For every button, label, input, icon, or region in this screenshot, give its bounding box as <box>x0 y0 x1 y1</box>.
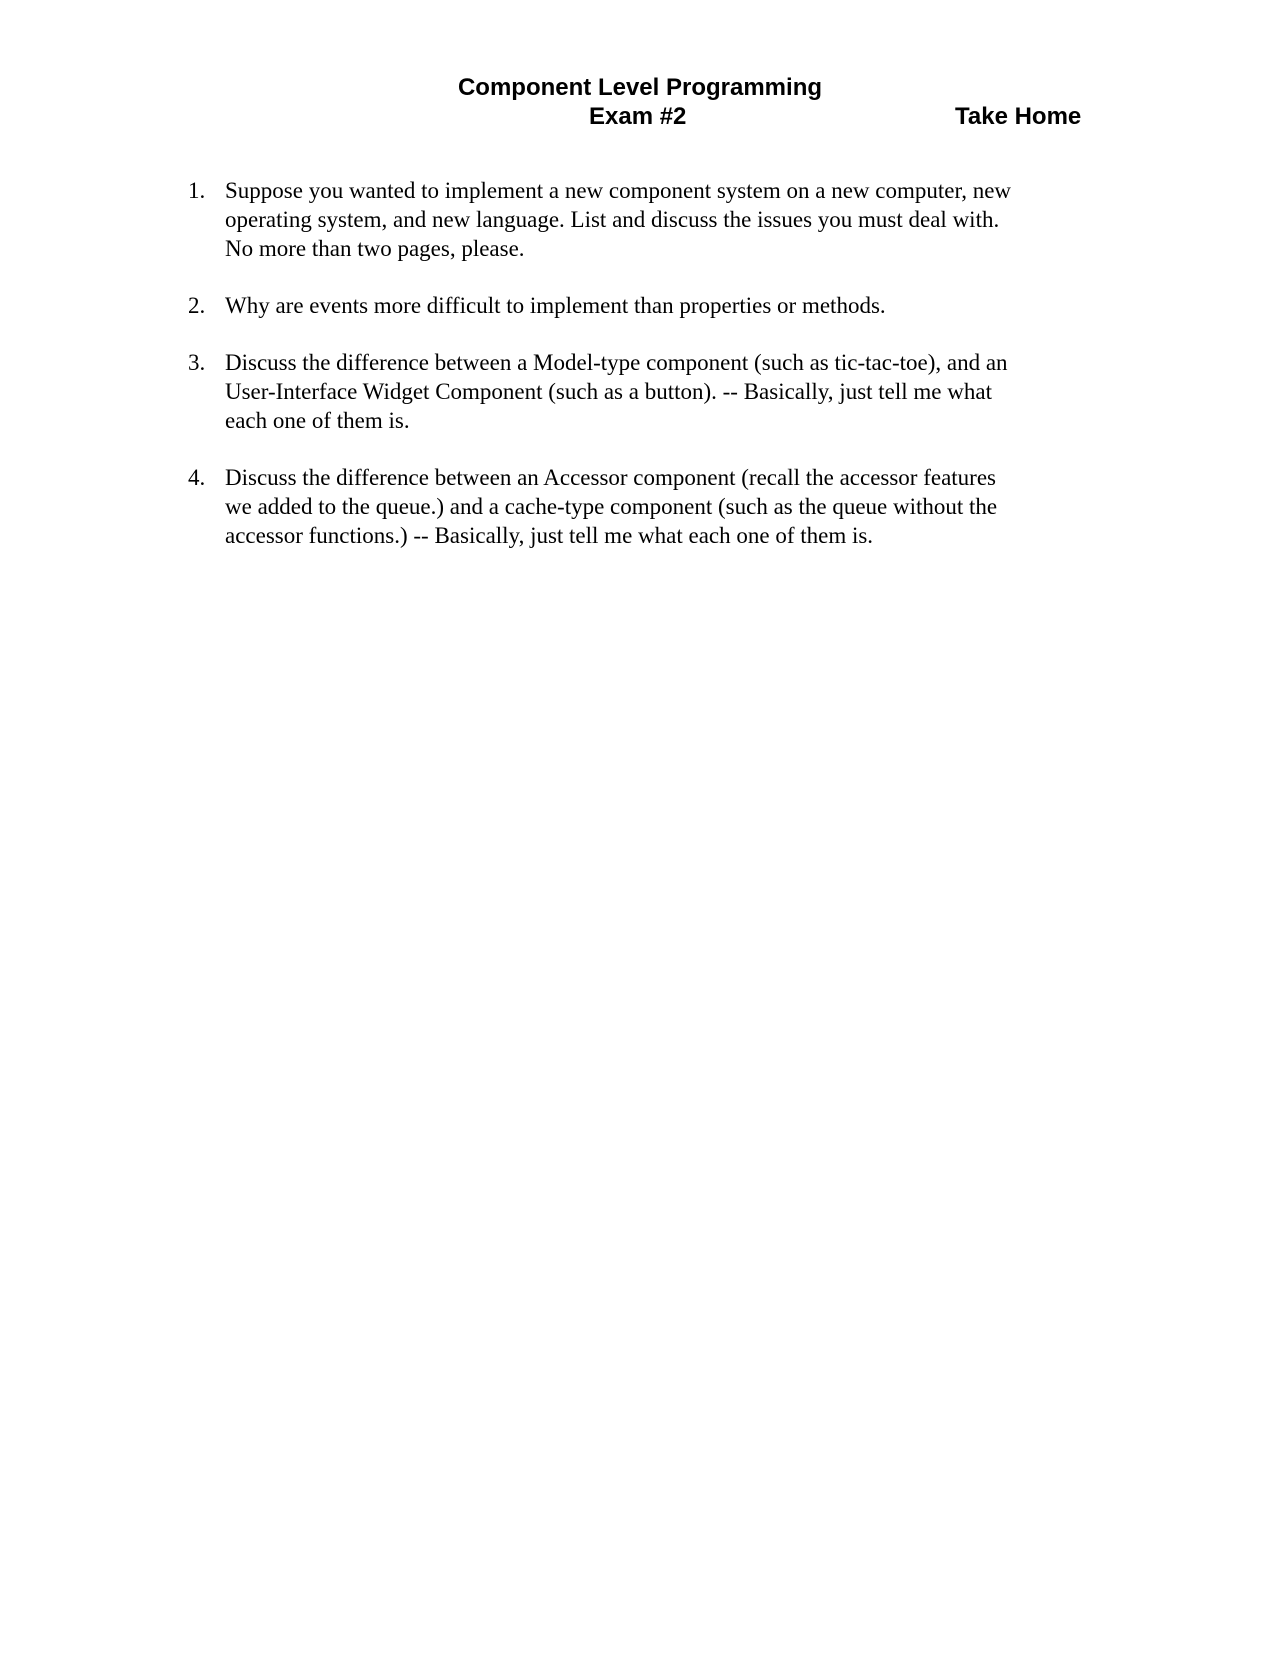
question-line: Suppose you wanted to implement a new component system on a new computer, new <box>225 178 1012 203</box>
take-home-label: Take Home <box>955 103 1082 130</box>
question-line: Why are events more difficult to implement than properties or methods. <box>225 293 886 318</box>
question-line: Discuss the difference between an Accessor component (recall the accessor features <box>225 465 997 490</box>
question-line: Discuss the difference between a Model-type component (such as tic-tac-toe), and an <box>225 350 1008 375</box>
question-item-1 <box>188 176 1088 263</box>
question-number: 3. <box>188 350 206 375</box>
document-title: Component Level Programming <box>457 74 823 101</box>
question-line: User-Interface Widget Component (such as a button). -- Basically, just tell me what <box>225 379 992 404</box>
exam-subtitle: Exam #2 <box>589 103 687 130</box>
question-number: 1. <box>188 178 206 203</box>
question-text <box>225 176 1088 263</box>
question-number: 2. <box>188 293 206 318</box>
question-number: 4. <box>188 465 206 490</box>
question-line: No more than two pages, please. <box>225 236 525 261</box>
question-item-3 <box>188 348 1088 435</box>
question-item-2 <box>188 291 1088 320</box>
question-text <box>225 348 1088 435</box>
question-item-4 <box>188 463 1088 550</box>
question-line: accessor functions.) -- Basically, just tell me what each one of them is. <box>225 523 874 548</box>
question-line: we added to the queue.) and a cache-type component (such as the queue without the <box>225 494 998 519</box>
question-text <box>225 463 1088 550</box>
question-text <box>225 291 1088 320</box>
question-list <box>188 176 1088 578</box>
question-line: each one of them is. <box>225 408 410 433</box>
question-line: operating system, and new language. List and discuss the issues you must deal with. <box>225 207 1000 232</box>
